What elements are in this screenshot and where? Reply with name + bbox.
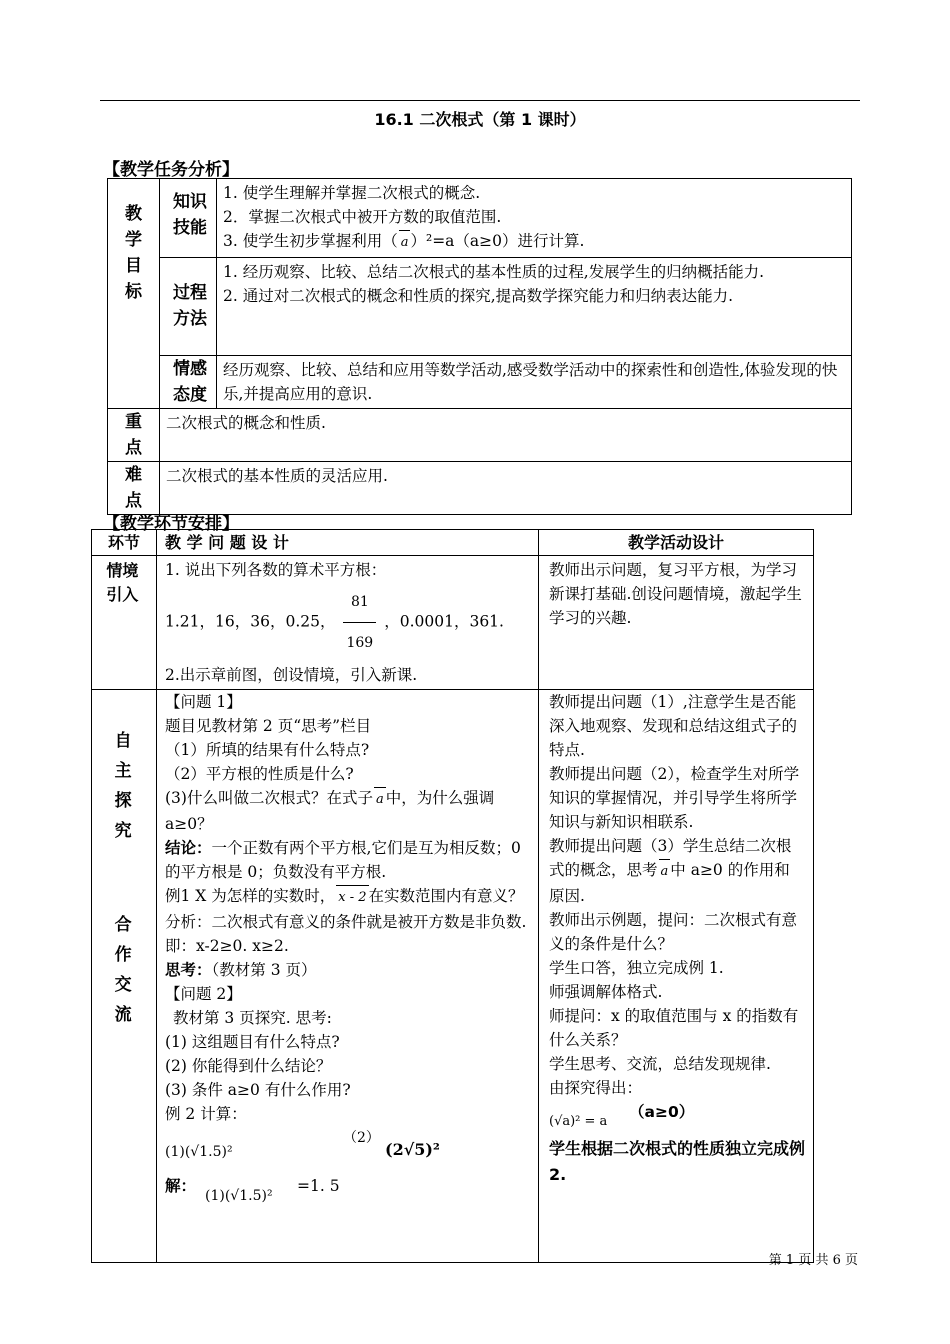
- stage-cell: [92, 556, 157, 690]
- formula-line: [549, 1100, 805, 1136]
- solution-label: 解：: [165, 1177, 197, 1195]
- goal-line: 2. 通过对二次根式的概念和性质的探究,提高数学探究能力和归纳表达能力.: [223, 287, 734, 305]
- question-cell-intro: [157, 556, 539, 690]
- q-part: （教材第 3 页）: [211, 961, 317, 979]
- page-title: 16.1 二次根式（第 1 课时）: [374, 110, 586, 129]
- q-part: 在实数范围内有意义？: [368, 887, 524, 905]
- key-text: 二次根式的概念和性质.: [160, 409, 852, 462]
- goal-text-attitude: [217, 356, 852, 409]
- header-question: 教 学 问 题 设 计: [157, 530, 539, 556]
- header-rule: [100, 100, 860, 101]
- a-line: 师提问：x 的取值范围与 x 的指数有什么关系？: [549, 1007, 799, 1049]
- goal-line-part: 3. 使学生初步掌握利用（: [223, 232, 398, 250]
- a-line: 师强调解体格式.: [549, 983, 663, 1001]
- q-line: （1）所填的结果有什么特点?: [165, 741, 370, 759]
- numbers-b: ，0.0001，361.: [384, 612, 504, 631]
- goal-line: 2．掌握二次根式中被开方数的取值范围.: [223, 208, 502, 226]
- section-steps-heading: 【教学环节安排】: [103, 514, 239, 534]
- a-line: 学生口答，独立完成例 1.: [549, 959, 724, 977]
- formula-condition: （a≥0）: [629, 1103, 695, 1121]
- a-part: 中 a≥0 的作用和原因.: [549, 861, 790, 905]
- q-line: (3) 条件 a≥0 有什么作用?: [165, 1081, 351, 1099]
- q-line: 题目见教材第 2 页“思考”栏目: [165, 717, 372, 735]
- conclusion-text: 一个正数有两个平方根,它们是互为相反数；0 的平方根是 0；负数没有平方根.: [165, 839, 521, 881]
- section-analysis-heading: 【教学任务分析】: [103, 160, 239, 180]
- formula: (√a)² = a: [549, 1114, 608, 1129]
- a-line: 教师出示例题，提问：二次根式有意义的条件是什么？: [549, 911, 798, 953]
- goal-line: 1. 使学生理解并掌握二次根式的概念.: [223, 184, 481, 202]
- goal-label-cell: [160, 258, 217, 356]
- q-line: 【问题 2】: [165, 985, 242, 1003]
- goal-text-knowledge: [217, 179, 852, 258]
- q-line: 【问题 1】: [165, 693, 242, 711]
- a-line: 教师提出问题（2），检查学生对所学知识的掌握情况，并引导学生将所学知识与新知识相联系.: [549, 765, 800, 831]
- fraction-denominator: 169: [346, 635, 374, 651]
- header-stage: 环节: [92, 530, 157, 556]
- activity-cell-explore: [539, 690, 814, 1263]
- q-part: 中，为什么强调 a≥0？: [165, 789, 495, 833]
- fraction: [343, 582, 376, 663]
- diff-text: 二次根式的基本性质的灵活应用.: [160, 462, 852, 515]
- q-part: (3)什么叫做二次根式？在式子: [165, 789, 373, 807]
- goals-label-cell: [108, 179, 160, 409]
- goal-label-attitude: 情感态度: [172, 359, 207, 405]
- goals-label: 教学目标: [125, 204, 142, 302]
- q-line: (1) 这组题目有什么特点?: [165, 1033, 340, 1051]
- page-footer: 第 1 页 共 6 页: [768, 1253, 858, 1268]
- q-line: 分析：二次根式有意义的条件就是被开方数是非负数. 即：x-2≥0. x≥2.: [165, 913, 527, 955]
- q-line: 2.出示章前图，创设情境，引入新课.: [165, 666, 418, 684]
- q-line: (2) 你能得到什么结论？: [165, 1057, 332, 1075]
- stage-intro: 情境引入: [106, 561, 139, 604]
- a-part: 教师提出问题（3）学生总结二次根式的概念，思考: [549, 837, 792, 879]
- a-line-conclusion: 学生根据二次根式的性质独立完成例 2.: [549, 1139, 806, 1184]
- solution-line: [165, 1170, 532, 1210]
- goal-line: 1. 经历观察、比较、总结二次根式的基本性质的过程,发展学生的归纳概括能力.: [223, 263, 765, 281]
- question-cell-explore: [157, 690, 539, 1263]
- goal-label-process: 过程方法: [172, 283, 207, 329]
- stage-cell: [92, 690, 157, 1263]
- goal-line: 经历观察、比较、总结和应用等数学活动,感受数学活动中的探索性和创造性,体验发现的快乐,并提高应用的意识.: [223, 361, 838, 403]
- goal-line-part: ）²=a（a≥0）进行计算.: [410, 232, 585, 250]
- q-line: [165, 958, 532, 982]
- a-line: [549, 834, 805, 908]
- stage-cooperate: 合作交流: [114, 915, 132, 1025]
- example2-label2: （2）: [343, 1130, 380, 1146]
- numbers-a: 1.21，16，36，0.25，: [165, 612, 336, 631]
- steps-table: [91, 529, 814, 1263]
- goal-label-knowledge: 知识技能: [172, 192, 207, 238]
- fraction-numerator: 81: [343, 582, 376, 623]
- diff-label: 难点: [125, 465, 142, 511]
- think-label: 思考：: [165, 961, 212, 979]
- conclusion-label: 结论：: [165, 839, 212, 857]
- key-label-cell: [108, 409, 160, 462]
- q-line-numbers: [165, 582, 532, 663]
- goal-text-process: [217, 258, 852, 356]
- q-line: 教材第 3 页探究. 思考:: [173, 1009, 332, 1027]
- q-part: 例1 X 为怎样的实数时，: [165, 887, 336, 905]
- diff-label-cell: [108, 462, 160, 515]
- example2-part2: (2√5)²: [385, 1140, 440, 1159]
- example2-line: [165, 1126, 532, 1170]
- solution-expr: (1)(√1.5)²: [205, 1188, 273, 1204]
- activity-cell-intro: 教师出示问题，复习平方根，为学习新课打基础.创设问题情境，激起学生学习的兴趣.: [539, 556, 814, 690]
- sqrt-a: a: [659, 859, 671, 884]
- sqrt-a: a: [374, 787, 386, 812]
- goal-label-cell: [160, 356, 217, 409]
- q-line: （2）平方根的性质是什么?: [165, 765, 354, 783]
- goal-line: [223, 229, 845, 255]
- a-line: 由探究得出：: [549, 1079, 643, 1097]
- example2-part1: (1)(√1.5)²: [165, 1144, 233, 1160]
- q-line: 例 2 计算：: [165, 1105, 247, 1123]
- stage-explore: 自主探究: [114, 731, 132, 841]
- q-line: [165, 786, 532, 836]
- a-line: 学生思考、交流，总结发现规律.: [549, 1055, 771, 1073]
- solution-result: =1. 5: [297, 1177, 340, 1195]
- q-line: [165, 884, 532, 910]
- key-label: 重点: [125, 412, 142, 458]
- sqrt-x-minus-2: x - 2: [336, 885, 368, 910]
- sqrt-a: a: [399, 230, 411, 255]
- q-line: [165, 836, 532, 884]
- header-activity: 教学活动设计: [539, 530, 814, 556]
- analysis-table: [107, 178, 852, 515]
- a-line: 教师提出问题（1）,注意学生是否能深入地观察、发现和总结这组式子的特点.: [549, 693, 798, 759]
- q-line: 1. 说出下列各数的算术平方根：: [165, 561, 387, 579]
- goal-label-cell: [160, 179, 217, 258]
